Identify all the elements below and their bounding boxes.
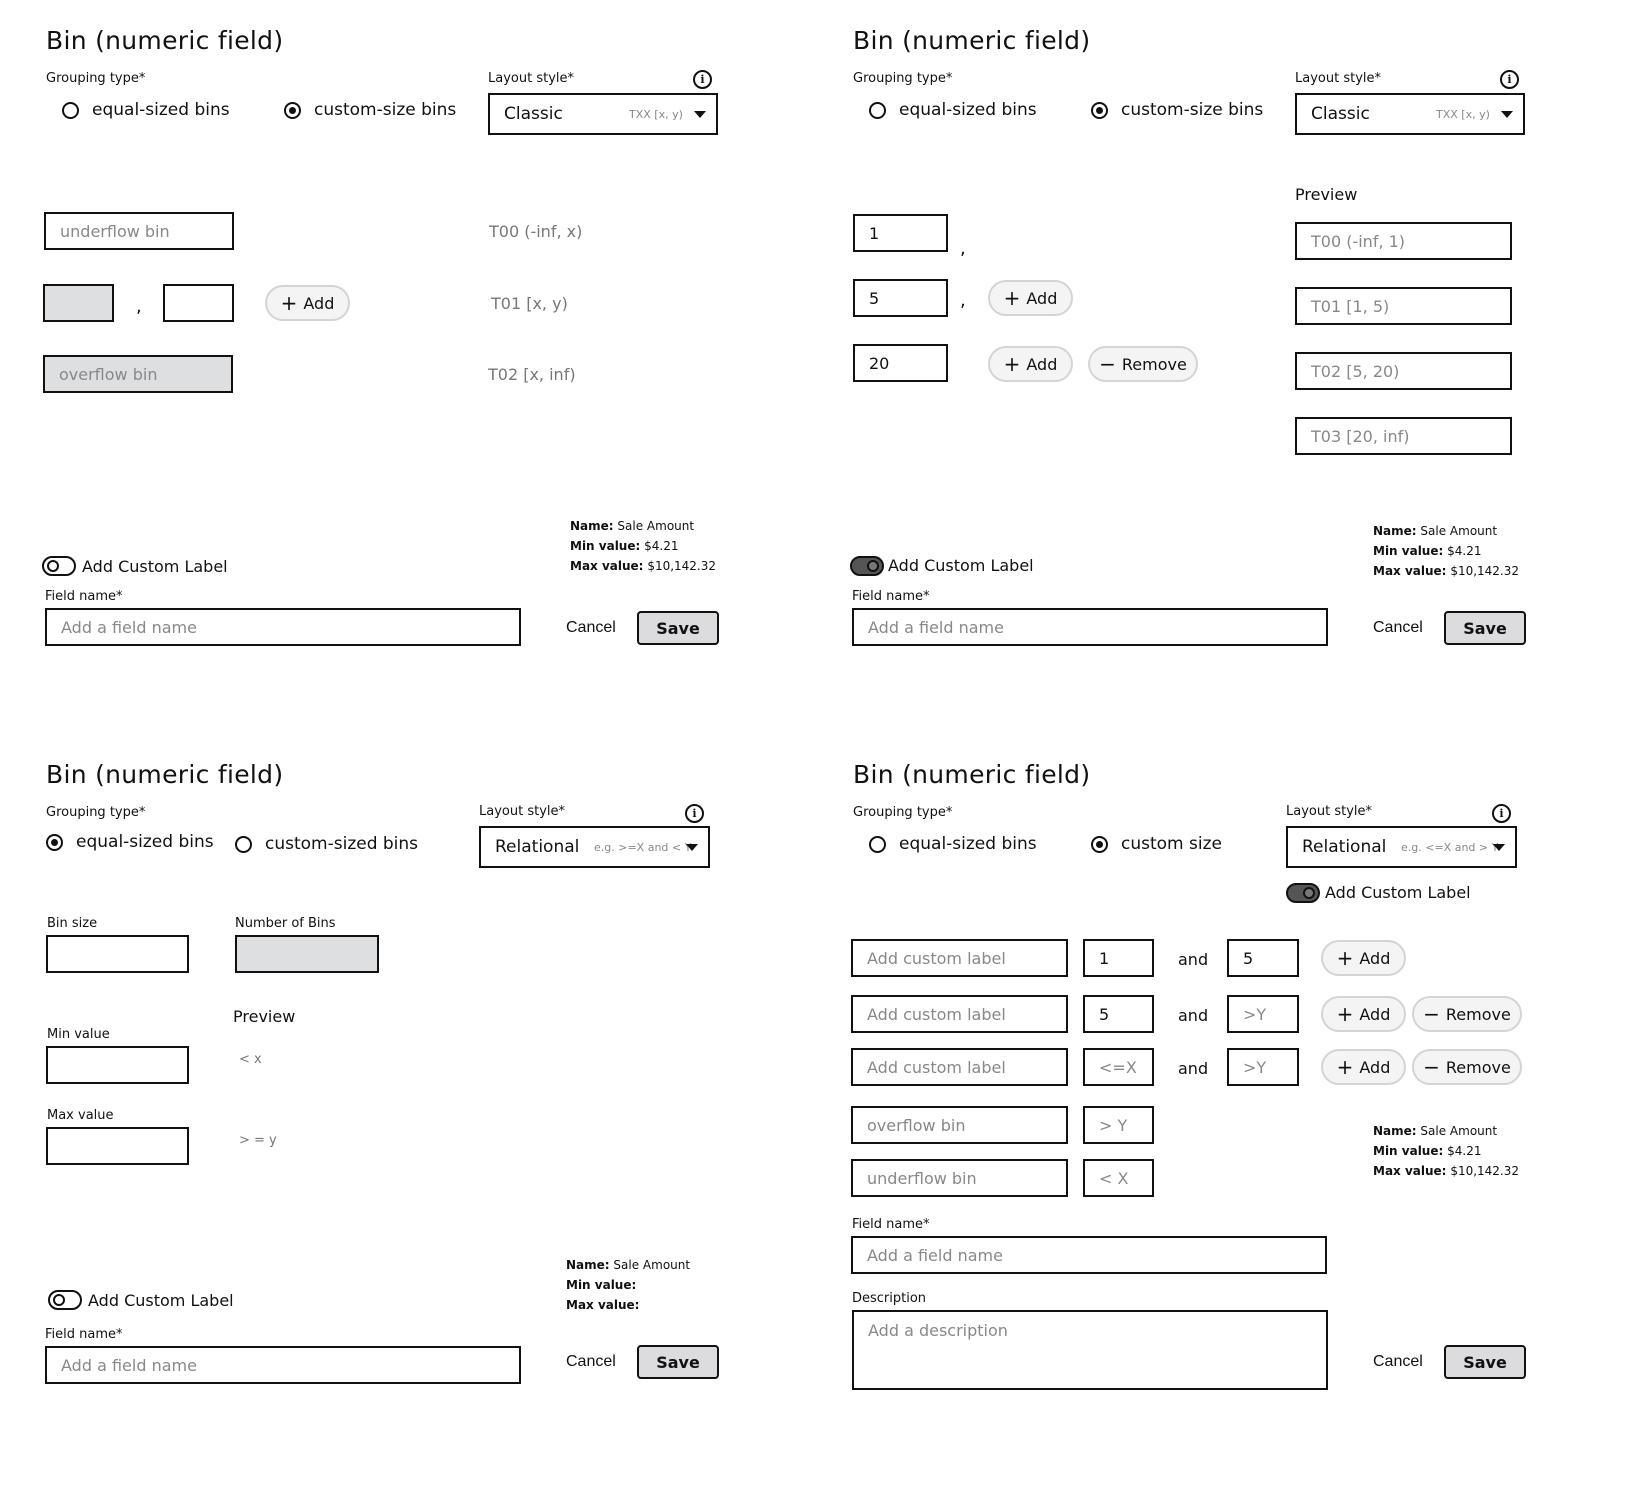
placeholder-text: underflow bin	[867, 1168, 977, 1188]
toggle-knob	[53, 1294, 65, 1306]
add-label: Add	[303, 293, 335, 313]
preview-row: T00 (-inf, x)	[489, 222, 583, 241]
boundary-input[interactable]	[853, 279, 948, 317]
add-label: Add	[1359, 948, 1391, 968]
custom-label-input[interactable]	[851, 1048, 1068, 1086]
and-text: and	[1178, 950, 1209, 969]
custom-label-toggle[interactable]	[850, 556, 884, 576]
placeholder-text: underflow bin	[60, 221, 170, 241]
preview-row	[1295, 417, 1512, 455]
add-button[interactable]	[988, 280, 1073, 316]
preview-row: T02 [x, inf)	[488, 365, 576, 384]
preview-row: < x	[239, 1052, 262, 1067]
minus-icon: −	[1423, 1055, 1440, 1079]
bin-high-input[interactable]	[163, 284, 234, 322]
page-title: Bin (numeric field)	[46, 26, 284, 55]
layout-style-select[interactable]	[488, 93, 718, 135]
low-bound-input[interactable]	[1083, 1048, 1154, 1086]
input-value: 1	[869, 223, 880, 243]
number-of-bins-input	[235, 935, 379, 973]
layout-style-hint: TXX [x, y)	[1436, 108, 1490, 121]
cancel-button[interactable]: Cancel	[1373, 619, 1423, 636]
placeholder-text: Add a field name	[867, 1245, 1003, 1265]
grouping-type-label: Grouping type*	[853, 805, 953, 820]
layout-style-hint: TXX [x, y)	[629, 108, 683, 121]
layout-style-hint: e.g. >=X and < Y	[594, 841, 692, 854]
radio-label: equal-sized bins	[899, 100, 1037, 120]
meta-min-key: Min value:	[570, 539, 641, 553]
radio-custom-size[interactable]	[1091, 834, 1222, 854]
comma-separator: ,	[960, 238, 966, 259]
preview-text: T01 [1, 5)	[1311, 296, 1390, 316]
layout-style-value: Relational	[1302, 837, 1387, 857]
min-value-input[interactable]	[46, 1046, 189, 1084]
field-name-input[interactable]	[852, 608, 1328, 646]
panel-classic-empty	[0, 0, 800, 740]
grouping-type-label: Grouping type*	[46, 805, 146, 820]
and-text: and	[1178, 1059, 1209, 1078]
input-value: 5	[869, 288, 880, 308]
custom-label-toggle-label: Add Custom Label	[888, 556, 1034, 575]
placeholder-text: Add custom label	[867, 1057, 1006, 1077]
meta-name-value: Sale Amount	[1420, 524, 1498, 538]
layout-style-value: Classic	[1311, 104, 1370, 124]
page-title: Bin (numeric field)	[853, 760, 1091, 789]
page-title: Bin (numeric field)	[853, 26, 1091, 55]
add-button[interactable]	[988, 346, 1073, 382]
preview-text: T03 [20, inf)	[1311, 426, 1410, 446]
radio-equal-sized-bins[interactable]	[869, 100, 1037, 120]
info-icon[interactable]: i	[1500, 70, 1519, 89]
high-bound-input[interactable]	[1227, 939, 1299, 977]
boundary-input[interactable]	[853, 344, 948, 382]
condition-text: < X	[1099, 1168, 1129, 1188]
field-name-input[interactable]	[45, 1346, 521, 1384]
placeholder-text: Add a description	[868, 1321, 1008, 1340]
radio-on-icon	[284, 102, 301, 119]
info-icon[interactable]: i	[1492, 804, 1511, 823]
radio-label: equal-sized bins	[899, 834, 1037, 854]
field-meta	[570, 516, 716, 576]
low-bound-input[interactable]	[1083, 939, 1154, 977]
custom-label-toggle[interactable]	[48, 1290, 82, 1310]
meta-min-key: Min value:	[1373, 544, 1444, 558]
radio-custom-size-bins[interactable]	[1091, 100, 1263, 120]
add-label: Add	[1026, 288, 1058, 308]
meta-min-value: $4.21	[644, 539, 679, 553]
plus-icon: +	[1336, 1002, 1354, 1026]
field-name-input[interactable]	[851, 1236, 1327, 1274]
description-input[interactable]	[852, 1310, 1328, 1390]
preview-text: T02 [5, 20)	[1311, 361, 1400, 381]
preview-label: Preview	[1295, 185, 1358, 204]
meta-name-value: Sale Amount	[617, 519, 695, 533]
plus-icon: +	[1003, 286, 1021, 310]
meta-max-key: Max value:	[1373, 564, 1447, 578]
plus-icon: +	[280, 291, 298, 315]
add-button[interactable]	[1321, 940, 1406, 976]
max-value-input[interactable]	[46, 1127, 189, 1165]
meta-name-key: Name:	[1373, 1124, 1417, 1138]
add-label: Add	[1359, 1057, 1391, 1077]
overflow-condition	[1083, 1106, 1154, 1144]
panel-relational-custom	[807, 735, 1607, 1475]
meta-max-value: $10,142.32	[1450, 1164, 1520, 1178]
min-value-label: Min value	[47, 1027, 110, 1042]
bin-size-label: Bin size	[47, 916, 98, 931]
placeholder-text: Add a field name	[61, 617, 197, 637]
radio-off-icon	[62, 102, 79, 119]
info-icon[interactable]: i	[693, 70, 712, 89]
toggle-knob	[47, 560, 59, 572]
chevron-down-icon	[1493, 844, 1505, 851]
plus-icon: +	[1336, 946, 1354, 970]
save-button[interactable]: Save	[1444, 611, 1526, 645]
underflow-bin-input[interactable]	[44, 212, 234, 250]
page-title: Bin (numeric field)	[46, 760, 284, 789]
grouping-type-label: Grouping type*	[46, 71, 146, 86]
layout-style-value: Relational	[495, 837, 580, 857]
placeholder-text: overflow bin	[867, 1115, 966, 1135]
placeholder-text: Add a field name	[868, 617, 1004, 637]
cancel-button[interactable]: Cancel	[566, 619, 616, 636]
field-meta	[1373, 521, 1519, 581]
placeholder-text: overflow bin	[59, 364, 158, 384]
panel-classic-filled	[807, 0, 1607, 740]
overflow-bin-input	[43, 355, 233, 393]
panel-relational-equal	[0, 735, 800, 1475]
radio-off-icon	[869, 836, 886, 853]
remove-label: Remove	[1445, 1057, 1511, 1077]
minus-icon: −	[1099, 352, 1116, 376]
add-label: Add	[1026, 354, 1058, 374]
meta-max-value: $10,142.32	[647, 559, 717, 573]
preview-row	[1295, 352, 1512, 390]
plus-icon: +	[1336, 1055, 1354, 1079]
comma-separator: ,	[960, 290, 966, 311]
meta-min-key: Min value:	[566, 1278, 637, 1292]
remove-button[interactable]	[1412, 996, 1522, 1032]
high-bound-input[interactable]	[1227, 1048, 1299, 1086]
toggle-knob	[1303, 887, 1315, 899]
meta-name-value: Sale Amount	[1420, 1124, 1498, 1138]
radio-equal-sized-bins[interactable]	[62, 100, 230, 120]
chevron-down-icon	[1501, 111, 1513, 118]
meta-name-key: Name:	[1373, 524, 1417, 538]
remove-label: Remove	[1445, 1004, 1511, 1024]
layout-style-label: Layout style*	[1295, 71, 1381, 86]
toggle-knob	[867, 560, 879, 572]
save-button[interactable]: Save	[637, 1345, 719, 1379]
layout-style-select[interactable]	[1286, 826, 1517, 868]
radio-on-icon	[1091, 836, 1108, 853]
save-button[interactable]: Save	[1444, 1345, 1526, 1379]
description-label: Description	[852, 1291, 927, 1306]
info-icon[interactable]: i	[685, 804, 704, 823]
remove-button[interactable]	[1412, 1049, 1522, 1085]
input-value: 1	[1099, 948, 1110, 968]
custom-label-input[interactable]	[851, 939, 1068, 977]
meta-max-value: $10,142.32	[1450, 564, 1520, 578]
add-button[interactable]	[1321, 996, 1406, 1032]
boundary-input[interactable]	[853, 214, 948, 252]
number-of-bins-label: Number of Bins	[235, 916, 336, 931]
field-name-label: Field name*	[45, 1327, 123, 1342]
meta-max-key: Max value:	[566, 1298, 640, 1312]
comma-separator: ,	[136, 296, 142, 317]
layout-style-label: Layout style*	[488, 71, 574, 86]
radio-label: custom-sized bins	[265, 834, 419, 854]
input-value: 20	[869, 353, 890, 373]
chevron-down-icon	[686, 844, 698, 851]
meta-min-key: Min value:	[1373, 1144, 1444, 1158]
preview-row	[1295, 222, 1512, 260]
and-text: and	[1178, 1006, 1209, 1025]
bin-low-input	[43, 284, 114, 322]
preview-text: T00 (-inf, 1)	[1311, 231, 1406, 251]
radio-label: custom-size bins	[314, 100, 457, 120]
field-name-label: Field name*	[45, 589, 123, 604]
placeholder-text: >Y	[1243, 1004, 1267, 1024]
radio-off-icon	[235, 836, 252, 853]
radio-label: custom size	[1121, 834, 1222, 854]
radio-equal-sized-bins[interactable]	[46, 832, 214, 852]
field-meta	[566, 1255, 690, 1315]
meta-min-value: $4.21	[1447, 544, 1482, 558]
chevron-down-icon	[694, 111, 706, 118]
save-button[interactable]: Save	[637, 611, 719, 645]
preview-label: Preview	[233, 1007, 296, 1026]
field-name-input[interactable]	[45, 608, 521, 646]
overflow-bin-input[interactable]	[851, 1106, 1068, 1144]
layout-style-label: Layout style*	[1286, 804, 1372, 819]
radio-label: custom-size bins	[1121, 100, 1264, 120]
meta-min-value: $4.21	[1447, 1144, 1482, 1158]
plus-icon: +	[1003, 352, 1021, 376]
meta-name-value: Sale Amount	[613, 1258, 691, 1272]
bin-size-input[interactable]	[46, 935, 189, 973]
add-button[interactable]	[1321, 1049, 1406, 1085]
custom-label-toggle[interactable]	[42, 556, 76, 576]
radio-custom-size-bins[interactable]	[284, 100, 456, 120]
field-name-label: Field name*	[852, 1217, 930, 1232]
radio-custom-sized-bins[interactable]	[235, 834, 418, 854]
radio-on-icon	[1091, 102, 1108, 119]
cancel-button[interactable]: Cancel	[1373, 1353, 1423, 1370]
underflow-condition	[1083, 1159, 1154, 1197]
radio-off-icon	[869, 102, 886, 119]
layout-style-select[interactable]	[479, 826, 710, 868]
underflow-bin-input[interactable]	[851, 1159, 1068, 1197]
add-button[interactable]	[265, 285, 350, 321]
preview-row	[1295, 287, 1512, 325]
layout-style-value: Classic	[504, 104, 563, 124]
preview-row: > = y	[239, 1133, 277, 1148]
placeholder-text: Add custom label	[867, 1004, 1006, 1024]
radio-label: equal-sized bins	[92, 100, 230, 120]
placeholder-text: Add a field name	[61, 1355, 197, 1375]
custom-label-toggle-label: Add Custom Label	[82, 557, 228, 576]
field-name-label: Field name*	[852, 589, 930, 604]
remove-label: Remove	[1121, 354, 1187, 374]
remove-button[interactable]	[1088, 346, 1198, 382]
meta-max-key: Max value:	[570, 559, 644, 573]
input-value: 5	[1099, 1004, 1110, 1024]
radio-label: equal-sized bins	[76, 832, 214, 852]
add-label: Add	[1359, 1004, 1391, 1024]
low-bound-input[interactable]	[1083, 995, 1154, 1033]
preview-row: T01 [x, y)	[491, 294, 568, 313]
field-meta	[1373, 1121, 1519, 1181]
condition-text: > Y	[1099, 1115, 1128, 1135]
grouping-type-label: Grouping type*	[853, 71, 953, 86]
max-value-label: Max value	[47, 1108, 114, 1123]
input-value: 5	[1243, 948, 1254, 968]
layout-style-select[interactable]	[1295, 93, 1525, 135]
custom-label-toggle-label: Add Custom Label	[88, 1291, 234, 1310]
custom-label-toggle[interactable]	[1286, 883, 1320, 903]
meta-name-key: Name:	[566, 1258, 610, 1272]
radio-equal-sized-bins[interactable]	[869, 834, 1037, 854]
cancel-button[interactable]: Cancel	[566, 1353, 616, 1370]
custom-label-input[interactable]	[851, 995, 1068, 1033]
minus-icon: −	[1423, 1002, 1440, 1026]
placeholder-text: <=X	[1099, 1057, 1137, 1077]
high-bound-input[interactable]	[1227, 995, 1299, 1033]
radio-on-icon	[46, 834, 63, 851]
placeholder-text: >Y	[1243, 1057, 1267, 1077]
meta-name-key: Name:	[570, 519, 614, 533]
custom-label-toggle-label: Add Custom Label	[1325, 883, 1471, 902]
placeholder-text: Add custom label	[867, 948, 1006, 968]
meta-max-key: Max value:	[1373, 1164, 1447, 1178]
layout-style-hint: e.g. <=X and > Y	[1401, 841, 1499, 854]
layout-style-label: Layout style*	[479, 804, 565, 819]
